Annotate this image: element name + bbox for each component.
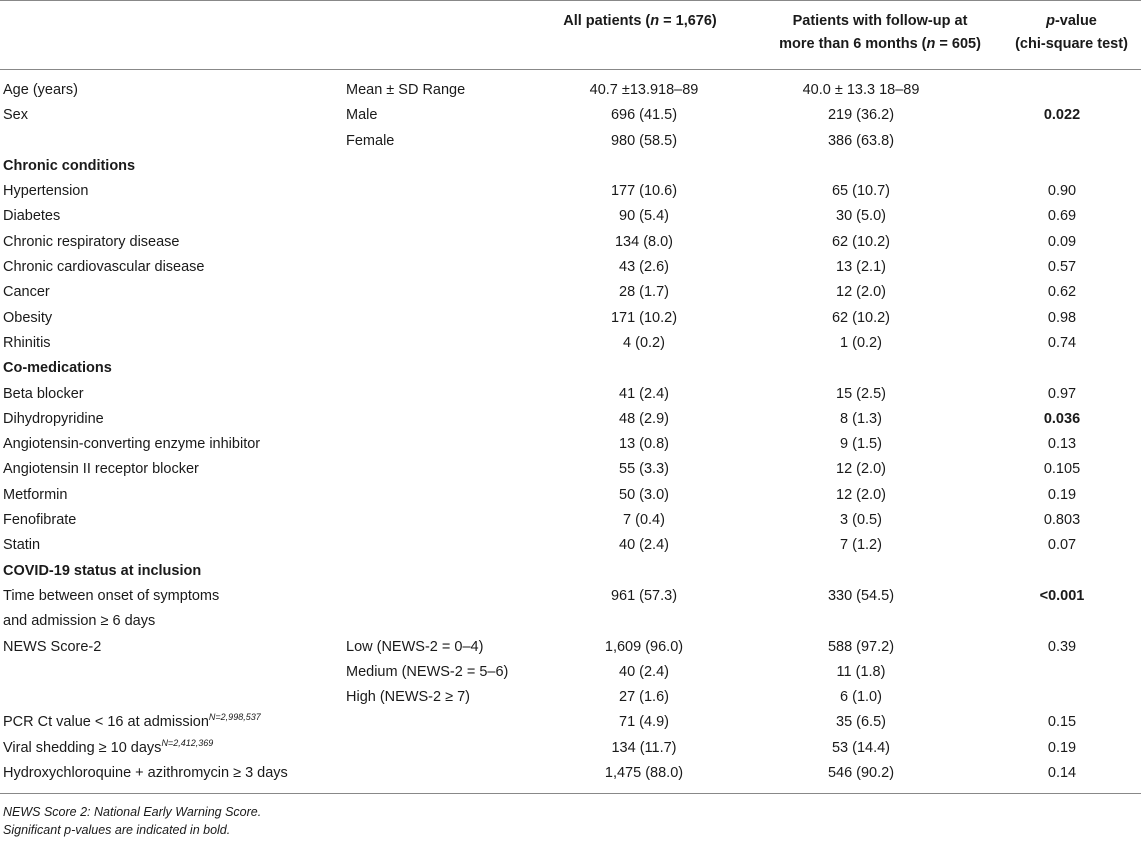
- follow-up-value-text: 546 (90.2): [827, 765, 895, 782]
- row-label: [0, 407, 346, 432]
- header-p-value: [1000, 10, 1143, 56]
- row-sublabel: [346, 685, 546, 710]
- follow-up-value: [742, 483, 980, 508]
- p-value: [980, 407, 1143, 432]
- all-patients-value-text: 1,475 (88.0): [604, 765, 684, 782]
- p-value-text: 0.15: [1047, 714, 1077, 731]
- all-patients-value: [546, 407, 742, 432]
- row-sublabel: [346, 710, 546, 735]
- row-sublabel: [346, 457, 546, 482]
- row-label: [0, 609, 346, 634]
- p-value: [980, 483, 1143, 508]
- p-value-text: 0.19: [1047, 486, 1077, 503]
- all-patients-value: [546, 508, 742, 533]
- table-row: [0, 432, 1143, 457]
- follow-up-value: [742, 129, 980, 154]
- p-value: [980, 660, 1143, 685]
- row-sublabel: [346, 432, 546, 457]
- row-label-text: Cancer: [3, 284, 50, 301]
- row-label-text: Dihydropyridine: [3, 410, 104, 427]
- follow-up-value-text: 588 (97.2): [827, 638, 895, 655]
- follow-up-value-text: 386 (63.8): [827, 132, 895, 149]
- follow-up-value: [742, 78, 980, 103]
- table-row: [0, 761, 1143, 786]
- follow-up-value-text: 15 (2.5): [836, 385, 886, 402]
- row-label-text: Viral shedding ≥ 10 days: [3, 739, 162, 756]
- all-patients-value: [546, 660, 742, 685]
- row-label-text: Angiotensin II receptor blocker: [3, 461, 199, 478]
- table-row: [0, 685, 1143, 710]
- row-sublabel: [346, 78, 546, 103]
- row-label: [0, 457, 346, 482]
- row-sublabel-text: Female: [346, 132, 395, 149]
- all-patients-value: [546, 356, 742, 381]
- row-label: [0, 761, 346, 786]
- footnotes: [3, 803, 261, 839]
- row-label-text: PCR Ct value < 16 at admission: [3, 714, 209, 731]
- follow-up-value: [742, 255, 980, 280]
- follow-up-value-text: 53 (14.4): [831, 739, 891, 756]
- row-sublabel: [346, 331, 546, 356]
- row-label: [0, 154, 346, 179]
- all-patients-value: [546, 280, 742, 305]
- follow-up-value: [742, 609, 980, 634]
- header-p-rest: -value: [1054, 13, 1097, 29]
- header-all-text: All patients (: [563, 13, 651, 29]
- row-label-text: Rhinitis: [3, 334, 51, 351]
- row-label: [0, 255, 346, 280]
- p-value: [980, 457, 1143, 482]
- row-label-text: NEWS Score-2: [3, 638, 102, 655]
- header-follow-value: = 605): [935, 36, 981, 52]
- all-patients-value: [546, 609, 742, 634]
- row-label-text: Chronic respiratory disease: [3, 233, 180, 250]
- follow-up-value-text: 13 (2.1): [836, 259, 886, 276]
- all-patients-value: [546, 331, 742, 356]
- p-value: [980, 635, 1143, 660]
- row-label: [0, 382, 346, 407]
- p-value-text: 0.036: [1043, 410, 1081, 427]
- row-sublabel: [346, 533, 546, 558]
- all-patients-value: [546, 204, 742, 229]
- p-value-text: 0.803: [1043, 512, 1081, 529]
- all-patients-value: [546, 78, 742, 103]
- table-row: [0, 407, 1143, 432]
- p-value-text: 0.62: [1047, 284, 1077, 301]
- all-patients-value: [546, 761, 742, 786]
- follow-up-value: [742, 533, 980, 558]
- row-label-text: Diabetes: [3, 208, 61, 225]
- all-patients-value-text: 90 (5.4): [619, 208, 669, 225]
- row-label-text: Age (years): [3, 82, 78, 98]
- p-value: [980, 710, 1143, 735]
- p-value: [980, 280, 1143, 305]
- sample-size-superscript: N=2,998,537: [208, 712, 261, 723]
- follow-up-value: [742, 559, 980, 584]
- follow-up-value-text: 12 (2.0): [836, 461, 886, 478]
- p-value-text: 0.19: [1047, 739, 1077, 756]
- header-follow-n: n: [926, 36, 936, 52]
- all-patients-value-text: 55 (3.3): [619, 461, 669, 478]
- all-patients-value-text: 7 (0.4): [623, 512, 665, 529]
- p-value: [980, 306, 1143, 331]
- follow-up-value: [742, 331, 980, 356]
- header-follow-text: more than 6 months (: [779, 36, 927, 52]
- row-label: [0, 508, 346, 533]
- all-patients-value: [546, 306, 742, 331]
- header-rule: [0, 69, 1141, 70]
- row-label-text: Time between onset of symptoms: [3, 587, 220, 604]
- row-label-text: Chronic cardiovascular disease: [3, 259, 205, 276]
- row-label: [0, 533, 346, 558]
- table-row: [0, 457, 1143, 482]
- row-sublabel: [346, 584, 546, 609]
- row-label-text: Obesity: [3, 309, 53, 326]
- p-value-text: 0.90: [1047, 183, 1077, 200]
- p-value-text: 0.105: [1043, 461, 1081, 478]
- follow-up-value-text: 3 (0.5): [840, 512, 882, 529]
- footnote-2: Significant p-values are indicated in bold.: [3, 823, 231, 837]
- follow-up-value: [742, 710, 980, 735]
- row-sublabel-text: Male: [346, 107, 378, 124]
- follow-up-value-text: 35 (6.5): [836, 714, 886, 731]
- all-patients-value: [546, 255, 742, 280]
- table-row: [0, 736, 1143, 761]
- row-label: [0, 129, 346, 154]
- follow-up-value-text: 6 (1.0): [840, 689, 882, 706]
- table-row: [0, 609, 1143, 634]
- all-patients-value-text: 696 (41.5): [610, 107, 678, 124]
- follow-up-value-text: 9 (1.5): [840, 436, 882, 453]
- row-label-text: Beta blocker: [3, 385, 84, 402]
- row-sublabel: [346, 129, 546, 154]
- row-label: [0, 635, 346, 660]
- header-all-value: = 1,676): [659, 13, 717, 29]
- p-value: [980, 761, 1143, 786]
- row-sublabel: [346, 660, 546, 685]
- all-patients-value: [546, 457, 742, 482]
- row-label-text: Fenofibrate: [3, 512, 77, 529]
- p-value-text: 0.57: [1047, 259, 1077, 276]
- all-patients-value: [546, 154, 742, 179]
- header-follow-line2: [770, 33, 990, 56]
- follow-up-value: [742, 204, 980, 229]
- all-patients-value-text: 1,609 (96.0): [604, 638, 684, 655]
- row-sublabel: [346, 559, 546, 584]
- sample-size-superscript: N=2,412,369: [161, 737, 214, 748]
- footnote-1: NEWS Score 2: National Early Warning Score.: [3, 805, 262, 819]
- all-patients-value-text: 134 (8.0): [614, 233, 674, 250]
- all-patients-value-text: 13 (0.8): [619, 436, 669, 453]
- follow-up-value: [742, 179, 980, 204]
- row-label: [0, 559, 346, 584]
- all-patients-value-text: 134 (11.7): [611, 739, 677, 756]
- row-label: [0, 103, 346, 128]
- row-sublabel-text: Low (NEWS-2 = 0–4): [346, 638, 484, 655]
- row-label: [0, 78, 346, 103]
- row-label-text: Metformin: [3, 486, 68, 503]
- all-patients-value-text: 4 (0.2): [623, 334, 665, 351]
- all-patients-value-text: 177 (10.6): [610, 183, 678, 200]
- table-row: [0, 103, 1143, 128]
- row-label: [0, 204, 346, 229]
- follow-up-value-text: 30 (5.0): [836, 208, 886, 225]
- follow-up-value: [742, 356, 980, 381]
- row-sublabel: [346, 356, 546, 381]
- row-label: [0, 179, 346, 204]
- follow-up-value: [742, 761, 980, 786]
- all-patients-value: [546, 483, 742, 508]
- follow-up-value: [742, 432, 980, 457]
- row-label: [0, 306, 346, 331]
- header-follow-line1: Patients with follow-up at: [792, 13, 968, 29]
- p-value: [980, 179, 1143, 204]
- row-sublabel: [346, 179, 546, 204]
- row-label-text: and admission ≥ 6 days: [3, 613, 156, 630]
- p-value: [980, 508, 1143, 533]
- bottom-rule: [0, 793, 1141, 794]
- table-row: [0, 179, 1143, 204]
- p-value-text: 0.69: [1047, 208, 1077, 225]
- row-label: [0, 584, 346, 609]
- follow-up-value-text: 8 (1.3): [840, 410, 882, 427]
- all-patients-value-text: 71 (4.9): [619, 714, 669, 731]
- p-value: [980, 356, 1143, 381]
- header-p-italic: p: [1046, 13, 1055, 29]
- row-label-text: Sex: [3, 107, 28, 124]
- row-sublabel: [346, 736, 546, 761]
- table-row: [0, 635, 1143, 660]
- all-patients-value-text: 961 (57.3): [610, 587, 678, 604]
- row-sublabel: [346, 761, 546, 786]
- table-row: [0, 483, 1143, 508]
- all-patients-value: [546, 382, 742, 407]
- all-patients-value: [546, 129, 742, 154]
- table-row: [0, 660, 1143, 685]
- row-label-text: Co-medications: [3, 360, 112, 377]
- row-label: [0, 432, 346, 457]
- all-patients-value: [546, 584, 742, 609]
- row-sublabel: [346, 230, 546, 255]
- all-patients-value: [546, 533, 742, 558]
- p-value: [980, 685, 1143, 710]
- follow-up-value-text: 12 (2.0): [836, 284, 886, 301]
- row-sublabel: [346, 635, 546, 660]
- all-patients-value-text: 27 (1.6): [619, 689, 669, 706]
- row-sublabel: [346, 306, 546, 331]
- all-patients-value-text: 48 (2.9): [619, 410, 669, 427]
- follow-up-value: [742, 635, 980, 660]
- header-all-patients: [545, 10, 735, 33]
- all-patients-value-text: 41 (2.4): [619, 385, 669, 402]
- table-row: [0, 584, 1143, 609]
- top-rule: [0, 0, 1141, 1]
- follow-up-value: [742, 508, 980, 533]
- p-value: [980, 432, 1143, 457]
- header-p-line1: [1000, 10, 1143, 33]
- all-patients-value: [546, 736, 742, 761]
- follow-up-value-text: 62 (10.2): [831, 309, 891, 326]
- follow-up-value-text: 65 (10.7): [831, 183, 891, 200]
- table-row: [0, 204, 1143, 229]
- follow-up-value: [742, 736, 980, 761]
- table-row: [0, 533, 1143, 558]
- table-row: [0, 508, 1143, 533]
- p-value-text: 0.97: [1047, 385, 1077, 402]
- row-label-text: Statin: [3, 537, 41, 554]
- table-row: [0, 230, 1143, 255]
- follow-up-value-text: 219 (36.2): [827, 107, 895, 124]
- row-label-text: Chronic conditions: [3, 157, 136, 174]
- follow-up-value: [742, 660, 980, 685]
- all-patients-value-text: 43 (2.6): [619, 259, 669, 276]
- p-value-text: 0.13: [1047, 436, 1077, 453]
- p-value: [980, 129, 1143, 154]
- row-label-text: COVID-19 status at inclusion: [3, 562, 202, 579]
- all-patients-value: [546, 432, 742, 457]
- p-value: [980, 78, 1143, 103]
- follow-up-value-text: 7 (1.2): [840, 537, 882, 554]
- p-value-text: 0.022: [1043, 107, 1081, 124]
- row-sublabel: [346, 103, 546, 128]
- p-value: [980, 204, 1143, 229]
- follow-up-value-text: 62 (10.2): [831, 233, 891, 250]
- row-sublabel: [346, 255, 546, 280]
- row-label: [0, 685, 346, 710]
- follow-up-value-text: 1 (0.2): [840, 334, 882, 351]
- header-follow-up: [770, 10, 990, 56]
- all-patients-value-text: 40 (2.4): [619, 537, 669, 554]
- row-sublabel: [346, 407, 546, 432]
- p-value-text: 0.74: [1047, 334, 1077, 351]
- row-label: [0, 280, 346, 305]
- p-value: [980, 584, 1143, 609]
- section-header-row: [0, 154, 1143, 179]
- p-value-text: 0.14: [1047, 765, 1077, 782]
- row-sublabel: [346, 483, 546, 508]
- all-patients-value-text: 50 (3.0): [619, 486, 669, 503]
- row-label: [0, 660, 346, 685]
- all-patients-value: [546, 230, 742, 255]
- section-header-row: [0, 356, 1143, 381]
- row-label: [0, 356, 346, 381]
- p-value: [980, 609, 1143, 634]
- table-row: [0, 280, 1143, 305]
- section-header-row: [0, 559, 1143, 584]
- row-label-text: Hydroxychloroquine + azithromycin ≥ 3 days: [3, 765, 288, 782]
- row-sublabel: [346, 204, 546, 229]
- p-value-text: 0.39: [1047, 638, 1077, 655]
- follow-up-value-text: 11 (1.8): [836, 663, 886, 680]
- p-value: [980, 736, 1143, 761]
- follow-up-value-text: 330 (54.5): [827, 587, 895, 604]
- p-value-text: 0.07: [1047, 537, 1077, 554]
- follow-up-value: [742, 584, 980, 609]
- all-patients-value: [546, 685, 742, 710]
- follow-up-value: [742, 382, 980, 407]
- row-sublabel: [346, 154, 546, 179]
- follow-up-value: [742, 280, 980, 305]
- data-table: [0, 78, 1143, 786]
- follow-up-value: [742, 407, 980, 432]
- row-sublabel: [346, 508, 546, 533]
- p-value: [980, 382, 1143, 407]
- follow-up-value: [742, 154, 980, 179]
- all-patients-value: [546, 103, 742, 128]
- all-patients-value-text: 980 (58.5): [610, 132, 678, 149]
- row-label: [0, 710, 346, 735]
- p-value: [980, 331, 1143, 356]
- row-sublabel-text: Mean ± SD Range: [346, 82, 466, 98]
- row-label: [0, 736, 346, 761]
- all-patients-value-text: 40 (2.4): [619, 663, 669, 680]
- table-row: [0, 331, 1143, 356]
- all-patients-value: [546, 635, 742, 660]
- follow-up-value: [742, 306, 980, 331]
- table-row: [0, 255, 1143, 280]
- follow-up-value-text: 40.0 ± 13.3 18–89: [802, 82, 920, 98]
- p-value-text: 0.09: [1047, 233, 1077, 250]
- follow-up-value: [742, 103, 980, 128]
- all-patients-value: [546, 710, 742, 735]
- row-sublabel: [346, 609, 546, 634]
- p-value: [980, 103, 1143, 128]
- p-value: [980, 559, 1143, 584]
- row-sublabel: [346, 280, 546, 305]
- table-row: [0, 306, 1143, 331]
- row-label: [0, 331, 346, 356]
- row-sublabel: [346, 382, 546, 407]
- follow-up-value: [742, 457, 980, 482]
- row-sublabel-text: High (NEWS-2 ≥ 7): [346, 689, 470, 706]
- table-row: [0, 129, 1143, 154]
- all-patients-value-text: 28 (1.7): [619, 284, 669, 301]
- p-value: [980, 230, 1143, 255]
- p-value-text: 0.98: [1047, 309, 1077, 326]
- row-label: [0, 230, 346, 255]
- row-label-text: Angiotensin-converting enzyme inhibitor: [3, 436, 261, 453]
- all-patients-value: [546, 559, 742, 584]
- p-value: [980, 255, 1143, 280]
- follow-up-value: [742, 230, 980, 255]
- table-row: [0, 710, 1143, 735]
- header-all-n: n: [650, 13, 660, 29]
- all-patients-value: [546, 179, 742, 204]
- table-row: [0, 382, 1143, 407]
- p-value-text: <0.001: [1039, 587, 1085, 604]
- all-patients-value-text: 40.7 ±13.918–89: [589, 82, 699, 98]
- follow-up-value: [742, 685, 980, 710]
- header-p-line2: (chi-square test): [1015, 36, 1128, 52]
- table-row: [0, 78, 1143, 103]
- row-label: [0, 483, 346, 508]
- follow-up-value-text: 12 (2.0): [836, 486, 886, 503]
- p-value: [980, 533, 1143, 558]
- row-sublabel-text: Medium (NEWS-2 = 5–6): [346, 663, 509, 680]
- row-label-text: Hypertension: [3, 183, 89, 200]
- p-value: [980, 154, 1143, 179]
- all-patients-value-text: 171 (10.2): [610, 309, 678, 326]
